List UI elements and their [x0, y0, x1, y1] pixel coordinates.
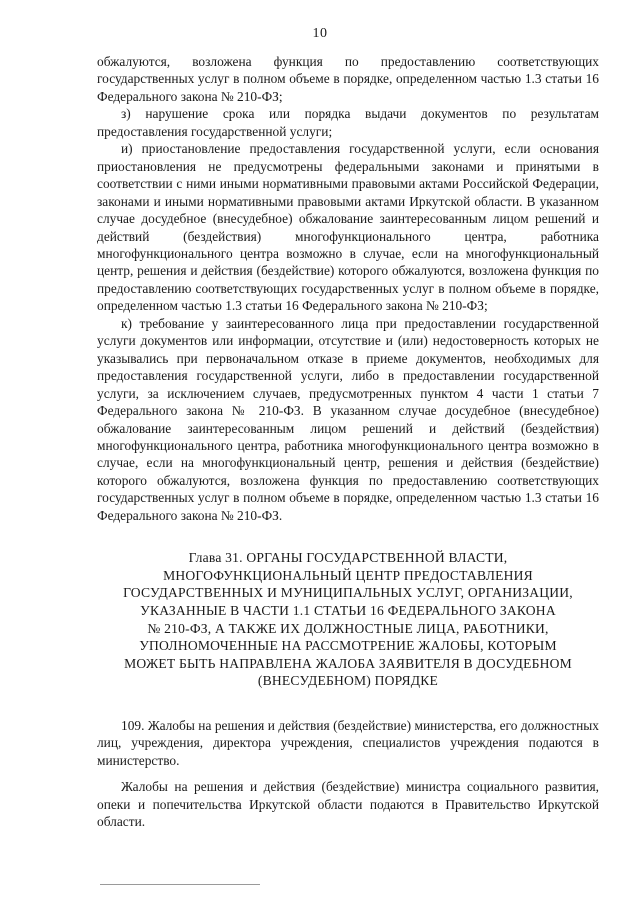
page-number: 10	[312, 26, 328, 41]
chapter-heading-line: МОЖЕТ БЫТЬ НАПРАВЛЕНА ЖАЛОБА ЗАЯВИТЕЛЯ В ДОСУДЕБНОМ	[124, 655, 572, 671]
chapter-heading-line: (ВНЕСУДЕБНОМ) ПОРЯДКЕ	[257, 673, 439, 689]
chapter-heading-line: УКАЗАННЫЕ В ЧАСТИ 1.1 СТАТЬИ 16 ФЕДЕРАЛЬНОГО ЗАКОНА	[140, 603, 556, 619]
footer-rule	[100, 884, 260, 885]
chapter-heading-line: № 210-ФЗ, А ТАКЖЕ ИХ ДОЛЖНОСТНЫЕ ЛИЦА, РАБОТНИКИ,	[147, 620, 549, 636]
paragraph-109: 109. Жалобы на решения и действия (бездействие) министерства, его должностных лиц, учреждения, директора учреждения, специалистов учреждения подаются в министерство.	[97, 717, 599, 768]
chapter-heading-line: УПОЛНОМОЧЕННЫЕ НА РАССМОТРЕНИЕ ЖАЛОБЫ, КОТОРЫМ	[139, 638, 557, 654]
paragraph-continuation: обжалуются, возложена функция по предоставлению соответствующих государственных услуг в полном объеме в порядке, определенном частью 1.3 статьи 16 Федерального закона № 210-ФЗ;	[97, 54, 599, 104]
chapter-heading	[97, 549, 599, 690]
paragraph-item-i: и) приостановление предоставления государственной услуги, если основания приостановления не предусмотрены федеральными законами и принятыми в соответствии с ними иными нормативными правовыми актами Российской Федерации, законами и иными нормативными правовыми актами Иркутской области. В указанном случае досудебное (внесудебное) обжалование заинтересованным лицом решений и действий (бездействия) многофункционального центра, работника многофункционального центра возможно в случае, если на многофункциональный центр, решения и действия (бездействие) которого обжалуются, возложена функция по предоставлению соответствующих государственных услуг в полном объеме в порядке, определенном частью 1.3 статьи 16 Федерального закона № 210-ФЗ;	[97, 141, 599, 314]
paragraph-item-k: к) требование у заинтересованного лица при предоставлении государственной услуги документов или информации, отсутствие и (или) недостоверность которых не указывались при первоначальном отказе в приеме документов, необходимых для предоставления государственной услуги, либо в предоставлении государственной услуги, за исключением случаев, предусмотренных пунктом 4 части 1 статьи 7 Федерального закона № 210-ФЗ. В указанном случае досудебное (внесудебное) обжалование заинтересованным лицом решений и действий (бездействия) многофункционального центра, работника многофункционального центра возможно в случае, если на многофункциональный центр, решения и действия (бездействие) которого обжалуются, возложена функция по предоставлению соответствующих государственных услуг в полном объеме в порядке, определенном частью 1.3 статьи 16 Федерального закона № 210-ФЗ.	[97, 315, 599, 523]
chapter-heading-line: МНОГОФУНКЦИОНАЛЬНЫЙ ЦЕНТР ПРЕДОСТАВЛЕНИЯ	[163, 567, 533, 583]
paragraph-minister-complaints: Жалобы на решения и действия (бездействие) министра социального развития, опеки и попечительства Иркутской области подаются в Правительство Иркутской области.	[97, 779, 599, 830]
chapter-heading-line: ГОСУДАРСТВЕННЫХ И МУНИЦИПАЛЬНЫХ УСЛУГ, ОРГАНИЗАЦИИ,	[123, 585, 573, 601]
paragraph-item-z: з) нарушение срока или порядка выдачи документов по результатам предоставления государственной услуги;	[97, 106, 599, 139]
chapter-heading-line: Глава 31. ОРГАНЫ ГОСУДАРСТВЕННОЙ ВЛАСТИ,	[188, 550, 508, 566]
document-body	[97, 53, 599, 831]
